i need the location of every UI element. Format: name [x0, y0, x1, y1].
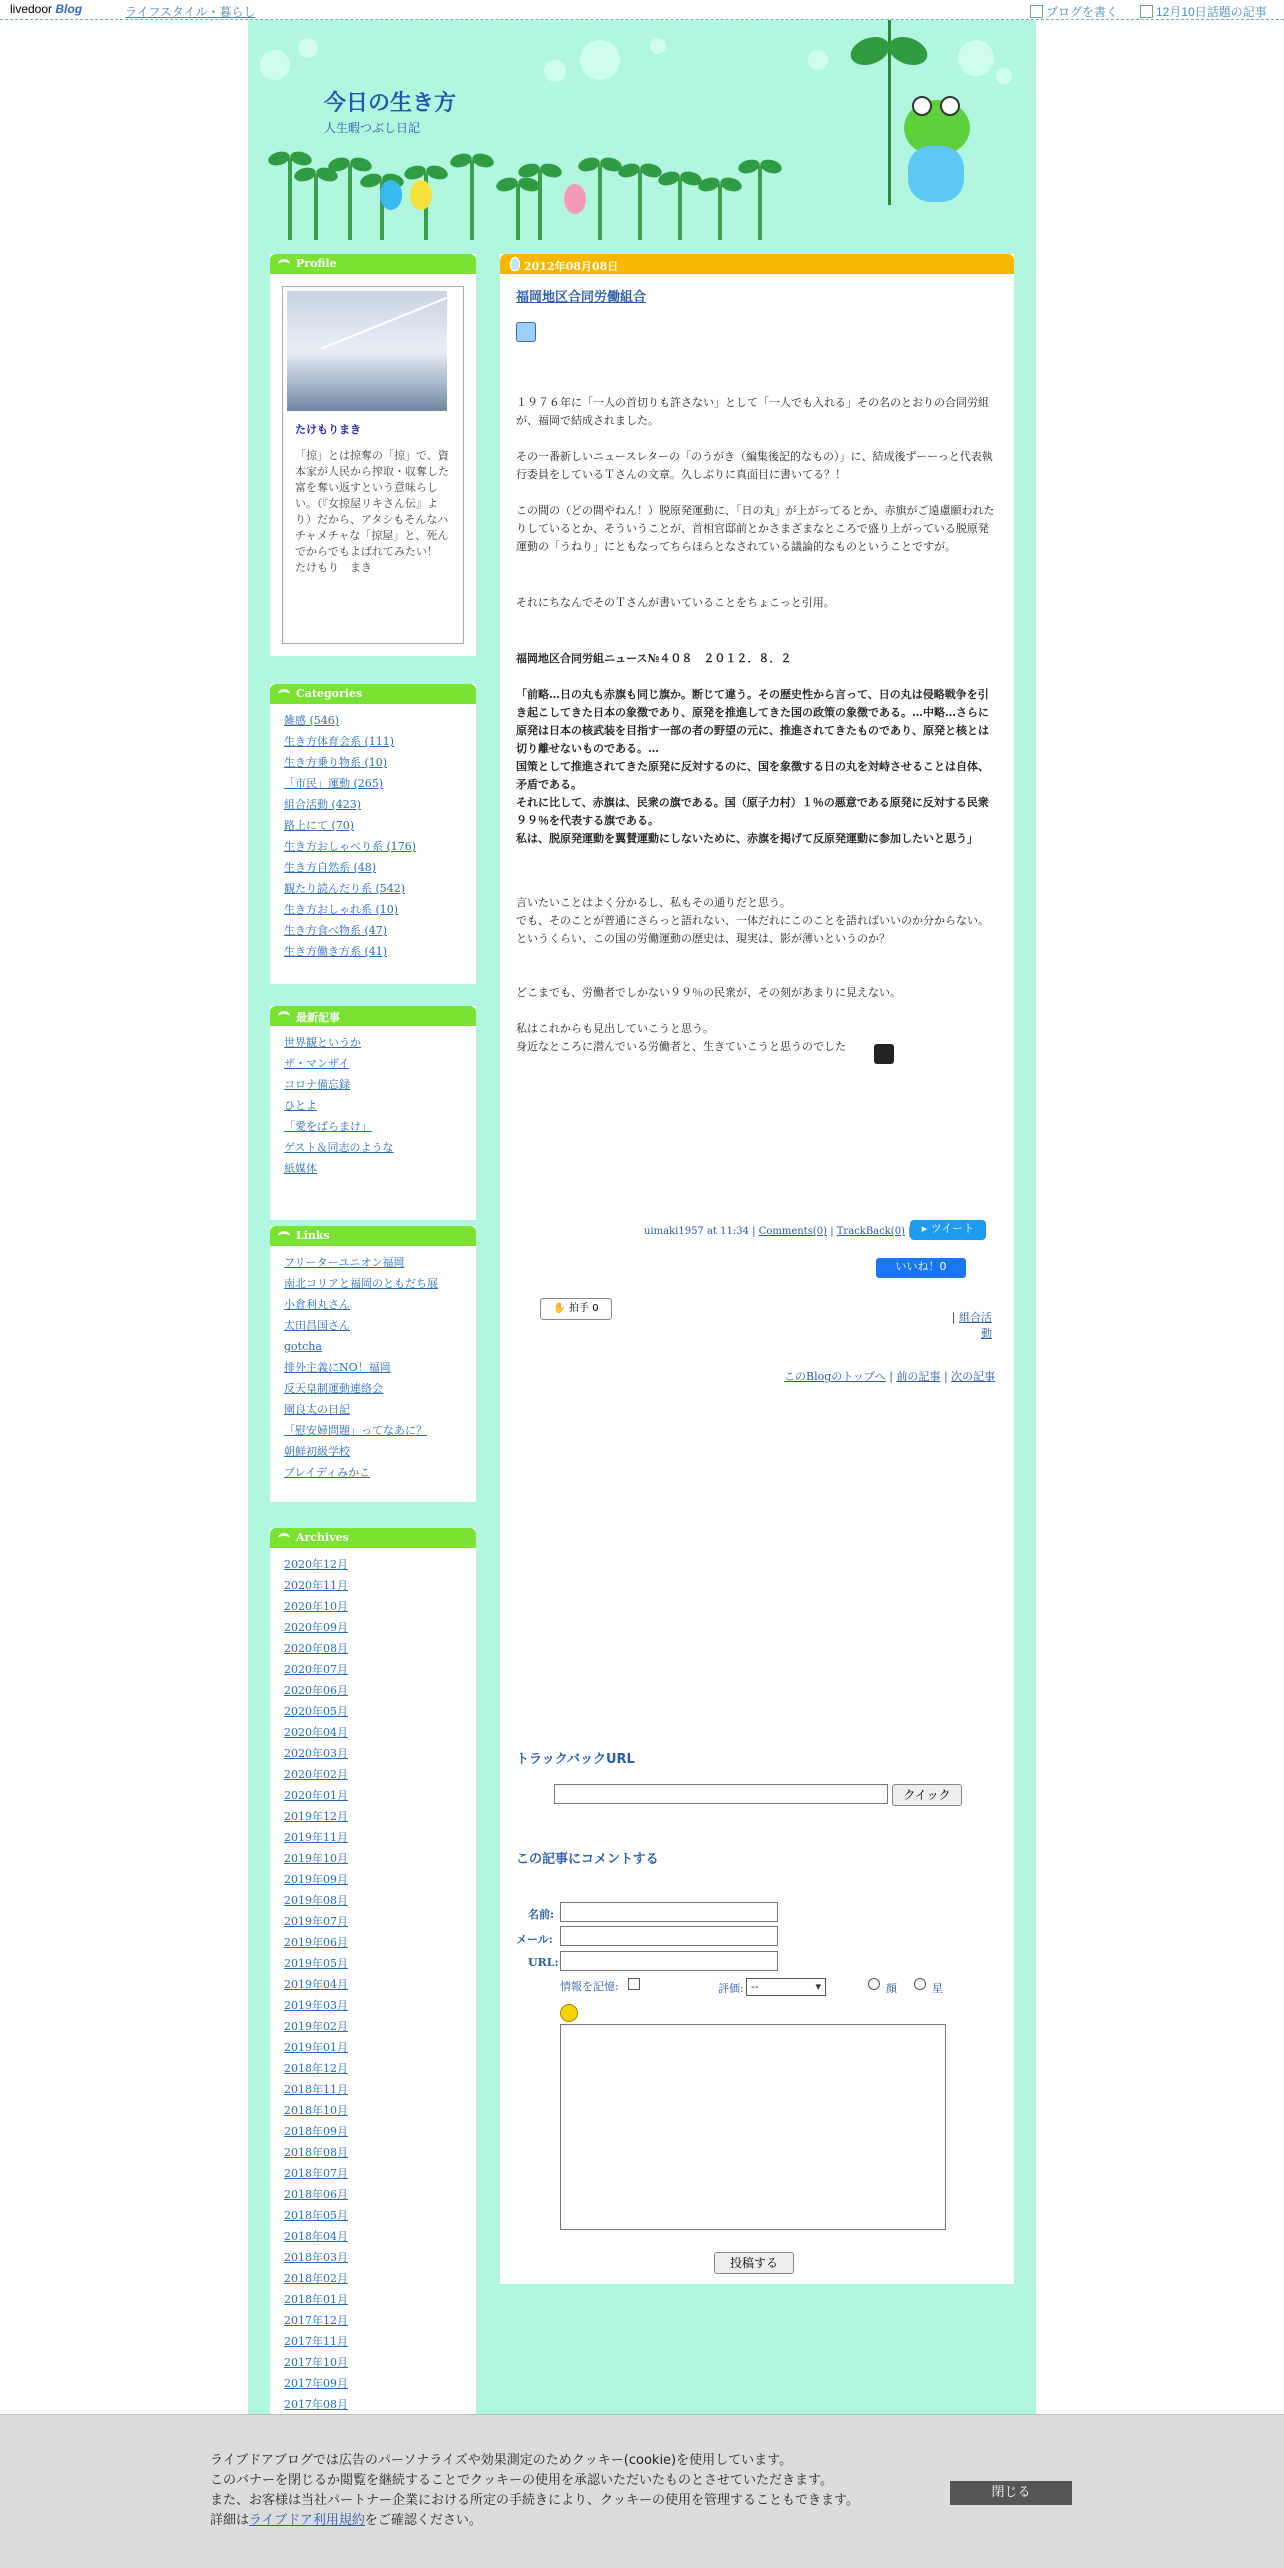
archive-month-link[interactable]: 2018年06月 [284, 2188, 348, 2201]
cookie-detail-prefix: 詳細は [210, 2513, 250, 2528]
external-link[interactable]: 「慰安婦問題」ってなあに？ [284, 1424, 427, 1437]
archive-month-link[interactable]: 2020年05月 [284, 1705, 348, 1718]
article-date: 2012年08月08日 [500, 254, 1014, 274]
archive-month-link[interactable]: 2019年10月 [284, 1852, 348, 1865]
archive-month-link[interactable]: 2019年01月 [284, 2041, 348, 2054]
sprout-decoration [718, 184, 722, 240]
tweet-button[interactable] [910, 1220, 986, 1240]
archives-box [270, 1528, 476, 2568]
sprout-decoration [470, 160, 474, 240]
chevron-down-icon: ▾ [815, 1980, 821, 1993]
archive-month-link[interactable]: 2017年10月 [284, 2356, 348, 2369]
star-radio[interactable] [914, 1978, 926, 1990]
archive-month-link[interactable]: 2019年07月 [284, 1915, 348, 1928]
comment-url-input[interactable] [560, 1951, 778, 1971]
archive-month-link[interactable]: 2020年01月 [284, 1789, 348, 1802]
category-link[interactable]: 「市民」運動 (265) [284, 777, 384, 790]
article-nav [784, 1368, 995, 1384]
terms-link[interactable]: ライブドア利用規約 [249, 2513, 365, 2528]
article-paragraph: この間の（どの間やねん！）脱原発運動に、「日の丸」が上がってるとか、赤旗がご遠慮願われたりしているとか、そういうことが、首相官邸前とかさまざまなところで盛り上がっている脱原発運動の「うねり」にともなってちらほらとなされている議論的なものということですが。 [516, 504, 995, 553]
sprout-decoration [288, 158, 292, 240]
archive-month-link[interactable]: 2020年02月 [284, 1768, 348, 1781]
nav-separator: | [889, 1370, 893, 1383]
bubble-decoration [544, 60, 566, 82]
category-link[interactable]: 生き方乗り物系 (10) [284, 756, 388, 769]
trackback-quick-button[interactable]: クイック [892, 1784, 962, 1806]
recent-posts-box [270, 1006, 476, 1220]
article-category-link[interactable]: 組合活 [959, 1311, 992, 1324]
quote-heading: 福岡地区合同労組ニュース№４０８ ２０１２．８．２ [516, 652, 792, 665]
article-main [500, 254, 1014, 2284]
archive-month-link[interactable]: 2017年09月 [284, 2377, 348, 2390]
recent-post-link[interactable]: ひとよ [284, 1099, 317, 1112]
clap-icon: ✋ [553, 1303, 566, 1314]
archive-month-link[interactable]: 2020年12月 [284, 1558, 348, 1571]
category-link[interactable]: 組合活動 (423) [284, 798, 362, 811]
archive-month-link[interactable]: 2019年08月 [284, 1894, 348, 1907]
bubble-decoration [996, 68, 1012, 84]
comment-mail-input[interactable] [560, 1926, 778, 1946]
rating-label: 評価: [718, 1982, 744, 1995]
frog-eye [940, 96, 960, 116]
bubble-decoration [958, 40, 994, 76]
article-paragraph: それにちなんでそのＴさんが書いていることをちょこっと引用。 [516, 596, 835, 609]
archive-month-link[interactable]: 2017年12月 [284, 2314, 348, 2327]
category-link[interactable]: 生き方働き方系 (41) [284, 945, 388, 958]
archive-month-link[interactable]: 2020年04月 [284, 1726, 348, 1739]
page-wrapper [248, 20, 1036, 2568]
recent-posts-heading: 最新記事 [270, 1006, 476, 1026]
rating-value: -- [751, 1980, 759, 1993]
tweet-label: ツイート [930, 1222, 975, 1235]
sprout-decoration [538, 170, 542, 240]
sprout-decoration [638, 170, 642, 240]
archive-month-link[interactable]: 2018年09月 [284, 2125, 348, 2138]
category-link[interactable]: 生き方体育会系 (111) [284, 735, 395, 748]
archive-month-link[interactable]: 2020年03月 [284, 1747, 348, 1760]
bubble-decoration [650, 38, 666, 54]
calendar-icon [1140, 5, 1153, 18]
cookie-text-line: また、お客様は当社パートナー企業における所定の手続きにより、クッキーの使用を管理することもできます。 [210, 2493, 859, 2508]
archive-month-link[interactable]: 2019年09月 [284, 1873, 348, 1886]
archive-month-link[interactable]: 2020年07月 [284, 1663, 348, 1676]
prev-post-link[interactable]: 前の記事 [896, 1370, 941, 1383]
bubble-decoration [580, 40, 620, 80]
external-link[interactable]: 太田昌国さん [284, 1319, 350, 1332]
comment-mail-label: メール: [516, 1933, 553, 1946]
bubble-decoration [298, 38, 318, 58]
category-link[interactable]: 観たり読んだり系 (542) [284, 882, 406, 895]
topic-link[interactable]: 12月10日話題の記事 [1140, 3, 1267, 20]
profile-description: 「掠」とは掠奪の「掠」で、資本家が人民から搾取・収奪した富を奪い返すという意味らしい。（『女掠屋リキさん伝』より）だから、アタシもそんなハチャメチャな「掠屋」と、死んでからでもよばれてみたい！ たけもり まき [295, 449, 449, 574]
comment-name-label: 名前: [528, 1908, 555, 1921]
quote-text: 「前略…日の丸も赤旗も同じ旗か。断じて違う。その歴史性から言って、日の丸は侵略戦争を引き起こしてきた日本の象徴であり、原発を推進してきた国の政策の象徴である。…中略…さらに原発は日本の核武装を目指す一部の者の野望の元に、推進されてきたものであり、原発と核とは切り離せないものである。… 国策として推進されてきた原発に反対するのに、国を象徴する日の丸を対峙させることは自体、矛盾である。 それに比して、赤旗は、民衆の旗である。国（原子力村）１％の悪意である原発に反対する民衆９９％を代表する旗である。 私は、脱原発運動を翼賛運動にしないために、赤旗を掲げて反原発運動に参加したいと思う」 [516, 688, 989, 845]
star-radio-label: 星 [932, 1982, 943, 1995]
external-link[interactable]: 朝鮮初級学校 [284, 1445, 350, 1458]
archive-month-link[interactable]: 2019年12月 [284, 1810, 348, 1823]
cookie-detail-suffix: をご確認ください。 [364, 2513, 482, 2528]
links-heading: Links [270, 1226, 476, 1246]
twitter-icon: ▸ [921, 1222, 931, 1235]
write-blog-link[interactable]: ブログを書く [1030, 3, 1118, 20]
archive-month-link[interactable]: 2020年06月 [284, 1684, 348, 1697]
smiley-icon[interactable] [560, 2004, 578, 2022]
trackback-url-field[interactable] [554, 1784, 888, 1804]
archive-month-link[interactable]: 2020年10月 [284, 1600, 348, 1613]
recent-post-link[interactable]: 「愛をばらまけ」 [284, 1120, 372, 1133]
article-paragraph: 言いたいことはよく分かるし、私もその通りだと思う。 でも、そのことが普通にさらっと語れない、一体だれにこのことを語ればいいのか分からない。 というくらい、この国の労働運動の歴史は、現実は、影が薄いというのか？ [516, 896, 989, 945]
archive-month-link[interactable]: 2017年11月 [284, 2335, 348, 2348]
archive-month-link[interactable]: 2019年11月 [284, 1831, 348, 1844]
sprout-decoration [758, 166, 762, 240]
cookie-text-line: このバナーを閉じるか閲覧を継続することでクッキーの使用を承認いただいたものとさせていただきます。 [210, 2473, 833, 2488]
pencil-icon [1030, 5, 1043, 18]
pink-frog-character [564, 184, 586, 214]
frog-eye [912, 96, 932, 116]
category-link[interactable]: 生き方おしゃれ系 (10) [284, 903, 399, 916]
sprout-decoration [516, 184, 520, 240]
article-paragraph: その一番新しいニュースレターの「のうがき（編集後記的なもの）」に、結成後ずーーっと代表執行委員をしているＴさんの文章。久しぶりに真面目に書いてる？！ [516, 450, 993, 481]
archives-heading: Archives [270, 1528, 476, 1548]
archive-month-link[interactable]: 2018年11月 [284, 2083, 348, 2096]
submit-comment-button[interactable]: 投稿する [714, 2252, 794, 2274]
face-radio-label: 顔 [886, 1982, 897, 1995]
leaf-umbrella-right [885, 32, 931, 70]
bubble-decoration [808, 50, 828, 70]
blog-top-link[interactable]: このBlogのトップへ [784, 1370, 886, 1383]
category-link[interactable]: 生き方自然系 (48) [284, 861, 377, 874]
rating-select[interactable] [746, 1978, 826, 1996]
external-link[interactable]: 南北コリアと福岡のともだち展 [284, 1277, 438, 1290]
recent-post-link[interactable]: 紙媒体 [284, 1162, 317, 1175]
meta-separator: | [951, 1311, 956, 1324]
links-box [270, 1226, 476, 1502]
article-paragraph: 私はこれからも見出していこうと思う。 身近なところに潜んでいる労働者と、生きていこうと思うのでした [516, 1022, 846, 1053]
external-link[interactable]: 小倉利丸さん [284, 1298, 350, 1311]
leaf-umbrella-left [847, 32, 893, 70]
archive-month-link[interactable]: 2018年05月 [284, 2209, 348, 2222]
article-paragraph: どこまでも、労働者でしかない９９％の民衆が、その刻があまりに見えない。 [516, 986, 901, 999]
clap-label: 拍手 [569, 1303, 590, 1314]
profile-box [270, 254, 476, 656]
archive-month-link[interactable]: 2018年02月 [284, 2272, 348, 2285]
archive-month-link[interactable]: 2019年06月 [284, 1936, 348, 1949]
archive-month-link[interactable]: 2017年08月 [284, 2398, 348, 2411]
comment-url-label: URL: [528, 1956, 559, 1969]
meta-separator: | [830, 1226, 834, 1237]
comment-heading: この記事にコメントする [516, 1852, 659, 1867]
archive-month-link[interactable]: 2018年07月 [284, 2167, 348, 2180]
archive-month-link[interactable]: 2020年09月 [284, 1621, 348, 1634]
categories-box [270, 684, 476, 984]
comments-link[interactable]: Comments(0) [758, 1226, 827, 1237]
cookie-close-button[interactable]: 閉じる [950, 2481, 1072, 2505]
comment-textarea[interactable] [560, 2024, 946, 2230]
comment-name-input[interactable] [560, 1902, 778, 1922]
recent-post-link[interactable]: ゲスト＆同志のような [284, 1141, 394, 1154]
big-frog-body [908, 146, 964, 202]
sprout-decoration [314, 174, 318, 240]
author-label: uimaki1957 at 11:34 | [644, 1226, 756, 1237]
profile-photo[interactable] [287, 291, 447, 411]
sprout-decoration [678, 178, 682, 240]
article-meta [644, 1226, 912, 1237]
external-link[interactable]: 反天皇制運動連絡会 [284, 1382, 383, 1395]
external-link[interactable]: フリーターユニオン福岡 [284, 1256, 405, 1269]
recent-post-link[interactable]: コロナ備忘録 [284, 1078, 350, 1091]
external-link[interactable]: ブレイディみかこ [284, 1466, 371, 1479]
clap-button[interactable] [540, 1298, 612, 1320]
archive-month-link[interactable]: 2018年08月 [284, 2146, 348, 2159]
top-bar [0, 0, 1284, 20]
profile-heading: Profile [270, 254, 476, 274]
remember-label: 情報を記憶: [560, 1980, 619, 1993]
like-label: いいね！0 [895, 1260, 947, 1273]
article-title[interactable]: 福岡地区合同労働組合 [516, 290, 647, 305]
cookie-text-line [210, 2511, 859, 2531]
sprout-decoration [598, 164, 602, 240]
livedoor-blog-logo[interactable]: livedoor Blog [10, 2, 83, 16]
category-link[interactable]: 生き方おしゃべり系 (176) [284, 840, 417, 853]
facebook-like-button[interactable] [876, 1258, 966, 1278]
archive-month-link[interactable]: 2019年05月 [284, 1957, 348, 1970]
emoji-icon [516, 322, 536, 342]
cookie-banner [0, 2414, 1284, 2568]
archive-month-link[interactable]: 2018年03月 [284, 2251, 348, 2264]
archive-month-link[interactable]: 2019年04月 [284, 1978, 348, 1991]
archive-month-link[interactable]: 2018年01月 [284, 2293, 348, 2306]
blog-title[interactable]: 今日の生き方 [324, 91, 457, 116]
yellow-frog-character [410, 180, 432, 210]
archive-month-link[interactable]: 2020年11月 [284, 1579, 348, 1592]
archive-month-link[interactable]: 2018年10月 [284, 2104, 348, 2117]
clap-count: 0 [592, 1303, 599, 1314]
recent-post-link[interactable]: 世界観というか [284, 1036, 361, 1049]
profile-name[interactable]: たけもりまき [295, 423, 361, 436]
article-paragraph: １９７６年に「一人の首切りも許さない」として「一人でも入れる」その名のとおりの合同労組が、福岡で結成されました。 [516, 396, 989, 427]
archive-month-link[interactable]: 2019年03月 [284, 1999, 348, 2012]
recent-post-link[interactable]: ザ・マンザイ [284, 1057, 350, 1070]
next-post-link[interactable]: 次の記事 [951, 1370, 996, 1383]
face-radio[interactable] [868, 1978, 880, 1990]
blue-frog-character [380, 180, 402, 210]
external-link[interactable]: 排外主義にNO！福岡 [284, 1361, 391, 1374]
archive-month-link[interactable]: 2020年08月 [284, 1642, 348, 1655]
trackback-link[interactable]: TrackBack(0) [836, 1226, 905, 1237]
external-link[interactable]: 園良太の日記 [284, 1403, 350, 1416]
category-footer [946, 1310, 992, 1342]
archive-month-link[interactable]: 2019年02月 [284, 2020, 348, 2033]
trackback-heading: トラックバックURL [516, 1752, 635, 1767]
category-link[interactable]: 路上にて (70) [284, 819, 355, 832]
sprout-decoration [348, 164, 352, 240]
archive-month-link[interactable]: 2018年12月 [284, 2062, 348, 2075]
external-link[interactable]: gotcha [284, 1340, 322, 1353]
blog-header [248, 20, 1036, 240]
category-link[interactable]: 生き方食べ物系 (47) [284, 924, 388, 937]
categories-heading: Categories [270, 684, 476, 704]
category-link[interactable]: 雑感 (546) [284, 714, 340, 727]
emoji-icon [874, 1044, 894, 1064]
cookie-text-line: ライブドアブログでは広告のパーソナライズや効果測定のためクッキー(cookie)を使用しています。 [210, 2453, 793, 2468]
bubble-decoration [260, 50, 290, 80]
article-category-link[interactable]: 動 [981, 1327, 992, 1340]
blog-subtitle: 人生暇つぶし日記 [324, 121, 421, 135]
category-link[interactable]: ライフスタイル・暮らし [125, 5, 256, 19]
remember-checkbox[interactable] [628, 1978, 640, 1990]
archive-month-link[interactable]: 2018年04月 [284, 2230, 348, 2243]
nav-separator: | [943, 1370, 948, 1383]
